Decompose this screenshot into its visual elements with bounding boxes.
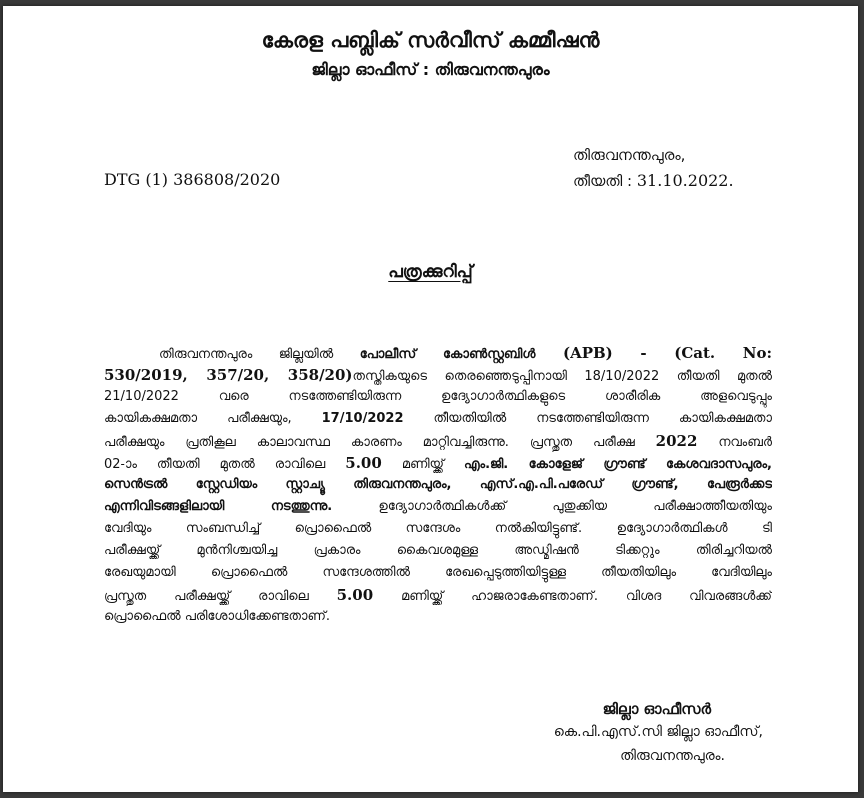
body-line-4-c: തീയതിയിൽ നടത്തേണ്ടിയിരുന്ന കായികക്ഷമതാ [403,411,772,426]
body-line-4-a: കായികക്ഷമതാ പരീക്ഷയും, [104,411,322,426]
body-line-2 [104,364,772,386]
postponed-date: 17/10/2022 [321,411,404,426]
office-heading: ജില്ലാ ഓഫീസ് : തിരുവനന്തപുരം [311,60,550,79]
body-line-12 [104,584,772,606]
post-name: പോലീസ് കോൺസ്റ്റബിൾ [359,347,536,362]
reference-number: DTG (1) 386808/2020 [104,170,281,189]
body-line-5-c: നവംബർ [697,435,772,450]
issue-place: തിരുവനന്തപുരം, [573,146,686,164]
body-line-2-b: തസ്തികയുടെ തെരഞ്ഞെടുപ്പിനായി 18/10/2022 തീയതി മുതൽ [352,369,772,384]
body-line-10: പരീക്ഷയ്ക്ക് മുൻനിശ്ചയിച്ച പ്രകാരം കൈവശമുള്ള അഡ്മിഷൻ ടിക്കറ്റും തിരിച്ചറിയൽ [104,543,772,558]
reporting-time: 5.00 [336,586,374,604]
body-line-5 [104,430,772,452]
date-value: 31.10.2022. [636,171,734,190]
body-line-12-c: മണിയ്ക്ക് ഹാജരാകേണ്ടതാണ്. വിശദ വിവരങ്ങൾക്ക് [373,589,772,604]
signatory-place: തിരുവനന്തപുരം. [620,748,725,764]
signatory-designation: ജില്ലാ ഓഫീസർ [602,700,711,718]
body-line-4 [104,408,772,430]
press-release-title-text: പത്രക്കുറിപ്പ് [388,262,473,282]
body-line-1-a: തിരുവനന്തപുരം ജില്ലയിൽ [159,347,360,362]
body-line-11: രേഖയുമായി പ്രൊഫൈൽ സന്ദേശത്തിൽ രേഖപ്പെടുത്തിയിട്ടുള്ള തീയതിയിലും വേദിയിലും [104,565,772,580]
venue-1: എം.ജി. കോളേജ് ഗ്രൗണ്ട് കേശവദാസപുരം, [464,457,772,472]
body-line-7-venues: സെൻട്രൽ സ്റ്റേഡിയം സ്റ്റാച്യൂ തിരുവനന്തപുരം, എസ്.എ.പി.പരേഡ് ഗ്രൗണ്ട്, പേരൂർക്കട [104,477,772,492]
exam-time: 5.00 [345,454,382,472]
body-line-3: 21/10/2022 വരെ നടത്തേണ്ടിയിരുന്ന ഉദ്യോഗാർത്ഥികളുടെ ശാരീരിക അളവെടുപ്പും [104,389,772,404]
body-line-6 [104,452,772,474]
body-line-9: വേദിയും സംബന്ധിച്ച് പ്രൊഫൈൽ സന്ദേശം നൽകിയിട്ടുണ്ട്. ഉദ്യോഗാർത്ഥികൾ ടി [104,521,772,536]
exam-year: 2022 [655,432,698,450]
issue-date [573,171,734,190]
document-page [3,6,858,792]
signatory-office: കെ.പി.എസ്.സി ജില്ലാ ഓഫീസ്, [553,724,763,740]
body-line-8-b: ഉദ്യോഗാർത്ഥികൾക്ക് പുതുക്കിയ പരീക്ഷാത്തീയതിയും [332,499,772,514]
press-release-body [104,342,772,628]
body-line-6-c: മണിയ്ക്ക് [381,457,465,472]
body-line-13: പ്രൊഫൈൽ പരിശോധിക്കേണ്ടതാണ്. [104,609,331,624]
category-number: (APB) - (Cat. No: [535,344,772,362]
body-line-6-a: 02-ാം തീയതി മുതൽ രാവിലെ [104,457,346,472]
organisation-heading: കേരള പബ്ലിക് സർവീസ് കമ്മീഷൻ [261,28,600,52]
category-numbers: 530/2019, 357/20, 358/20) [104,366,353,384]
date-label: തീയതി : [573,172,633,190]
body-line-1 [104,342,772,364]
press-release-title [3,262,858,282]
body-line-5-a: പരീക്ഷയും പ്രതികൂല കാലാവസ്ഥ കാരണം മാറ്റിവച്ചിരുന്നു. പ്രസ്തുത പരീക്ഷ [104,435,656,450]
body-line-8 [104,496,772,518]
body-line-12-a: പ്രസ്തുത പരീക്ഷയ്ക്ക് രാവിലെ [104,589,337,604]
venues-conclusion: എന്നിവിടങ്ങളിലായി നടത്തുന്നു. [104,499,333,514]
